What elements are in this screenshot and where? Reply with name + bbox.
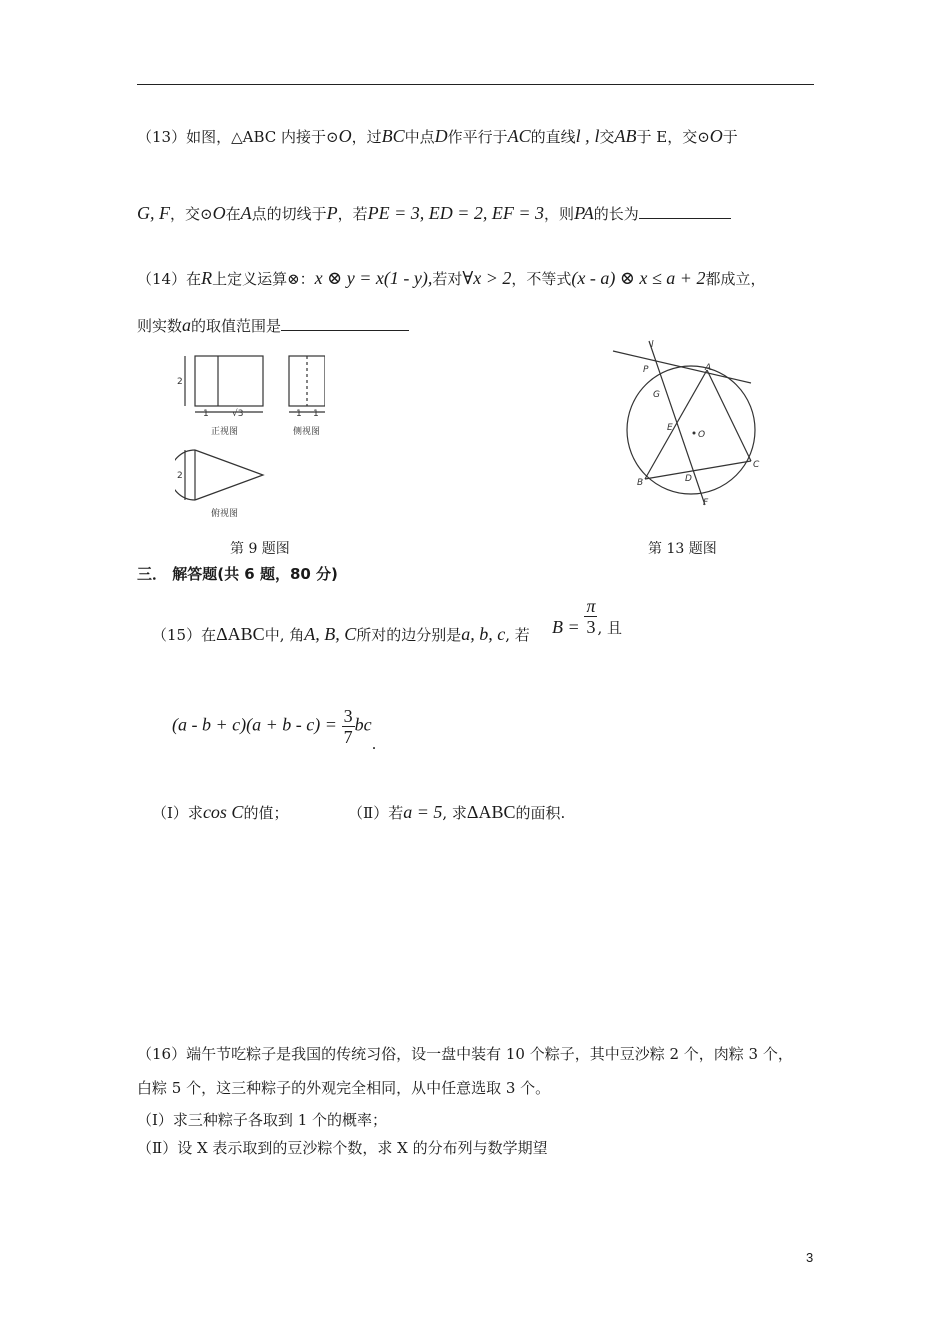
figure-13-circle-diagram <box>605 335 765 515</box>
dim-label: 2 <box>177 377 183 387</box>
q15-text: （15）在 <box>152 626 217 644</box>
dim-label: 1 <box>203 409 209 419</box>
q13-math: PA <box>574 203 594 223</box>
q14-text: 都成立， <box>705 270 766 288</box>
q13-text: 交 <box>599 128 615 146</box>
q14-text: 则实数 <box>137 317 183 335</box>
chord-AC <box>707 370 751 461</box>
question-15-line-1 <box>152 624 530 645</box>
q15-text: 中, 角 <box>264 626 305 644</box>
point-label: A <box>705 363 712 373</box>
q15-math: bc <box>354 714 372 735</box>
top-view-triangle <box>195 450 263 500</box>
chord-AB <box>645 370 707 479</box>
q14-inequality: (x - a) ⊗ x ≤ a + 2 <box>571 268 706 288</box>
question-14-line-2 <box>137 314 409 336</box>
q13-text: 于 <box>722 128 738 146</box>
q13-text: ，则 <box>544 205 575 223</box>
q13-math: D <box>434 126 448 146</box>
q15-part-1: 的值； <box>243 804 289 822</box>
point-label: F <box>703 498 709 508</box>
figure-9-caption: 第 9 题图 <box>230 541 290 557</box>
q15-part-2: （Ⅱ）若 <box>348 804 404 822</box>
q13-math: P <box>326 203 338 223</box>
q14-math: R <box>201 268 213 288</box>
q13-text: 在 <box>225 205 241 223</box>
q13-text: ，交⊙ <box>170 205 213 223</box>
q13-text: 中点 <box>404 128 435 146</box>
q14-text: 的取值范围是 <box>191 317 282 335</box>
q13-math: O <box>709 126 723 146</box>
point-label: B <box>637 478 644 488</box>
q13-math: AB <box>614 126 637 146</box>
q13-math: BC <box>381 126 405 146</box>
tangent-line <box>613 351 751 383</box>
q13-text: ，若 <box>337 205 368 223</box>
point-label: G <box>653 390 660 400</box>
q14-operation: x ⊗ y = x(1 - y), <box>314 268 433 288</box>
figure-9-three-views <box>175 350 325 522</box>
point-label: P <box>643 365 649 375</box>
q13-text: （13）如图，△ABC 内接于⊙ <box>137 128 339 146</box>
q15-text: . <box>371 734 377 753</box>
dim-label: 1 <box>313 409 319 419</box>
question-13-line-1 <box>137 126 738 147</box>
fraction-3-over-7 <box>342 706 355 747</box>
q13-math: O <box>212 203 226 223</box>
q14-math: ∀x > 2 <box>462 268 512 288</box>
fraction-pi-over-3 <box>584 596 597 637</box>
q15-equation <box>172 706 376 756</box>
point-label: E <box>667 423 673 433</box>
q13-math: G, F <box>137 203 170 223</box>
q13-text: 的长为 <box>593 205 639 223</box>
q13-math: AC <box>507 126 531 146</box>
header-rule <box>137 84 814 85</box>
page-number: 3 <box>806 1250 814 1265</box>
q15-math: cos C <box>202 802 244 822</box>
answer-blank <box>639 202 731 219</box>
front-view-label: 正视图 <box>211 427 239 437</box>
q13-math: l , <box>575 126 590 146</box>
fraction-denominator: 7 <box>343 727 353 747</box>
side-view-label: 侧视图 <box>293 427 321 437</box>
question-16-part-1: （Ⅰ）求三种粽子各取到 1 个的概率； <box>137 1111 388 1129</box>
q13-math: l <box>594 126 600 146</box>
q15-equation-lhs: (a - b + c)(a + b - c) = <box>172 714 337 735</box>
dim-label: 2 <box>177 471 183 481</box>
q14-text: 若对 <box>432 270 463 288</box>
dim-label: √3 <box>232 409 244 419</box>
question-13-line-2 <box>137 202 731 224</box>
q14-text: ，不等式 <box>511 270 572 288</box>
q13-text: 的直线 <box>530 128 576 146</box>
q13-text: 作平行于 <box>447 128 508 146</box>
fraction-denominator: 3 <box>586 617 596 637</box>
q15-text: , 若 <box>505 626 530 644</box>
q15-math: ΔABC <box>216 624 265 644</box>
q13-text: 于 E，交⊙ <box>636 128 710 146</box>
question-16-line-1: （16）端午节吃粽子是我国的传统习俗，设一盘中装有 10 个粽子，其中豆沙粽 2 个，肉粽 3 个， <box>137 1045 793 1063</box>
dim-label: 1 <box>296 409 302 419</box>
q15-math: B = <box>552 616 580 637</box>
q15-math: a = 5 <box>403 802 443 822</box>
section-heading: 三． 解答题(共 6 题，80 分) <box>137 565 338 583</box>
front-view-rect <box>195 356 263 406</box>
q15-part-1: （Ⅰ）求 <box>152 804 203 822</box>
fraction-numerator: π <box>586 596 596 616</box>
q14-text: 上定义运算⊗： <box>212 270 315 288</box>
center-dot <box>693 432 696 435</box>
q15-math: A, B, C <box>304 624 357 644</box>
q15-math: ΔABC <box>466 802 516 822</box>
top-view-label: 俯视图 <box>211 509 239 519</box>
q14-text: （14）在 <box>137 270 202 288</box>
question-14-line-1 <box>137 268 765 289</box>
q13-text: ，过 <box>351 128 382 146</box>
question-16-part-2: （Ⅱ）设 X 表示取到的豆沙粽个数，求 X 的分布列与数学期望 <box>137 1139 548 1157</box>
question-16-line-2: 白粽 5 个，这三种粽子的外观完全相同，从中任意选取 3 个。 <box>137 1079 551 1097</box>
point-label: O <box>698 430 706 440</box>
answer-blank <box>281 314 409 331</box>
q15-text: , 且 <box>597 618 623 637</box>
q13-math: O <box>338 126 352 146</box>
q15-part-2: , 求 <box>442 804 467 822</box>
q13-condition: PE = 3, ED = 2, EF = 3 <box>367 203 545 223</box>
q13-text: 点的切线于 <box>251 205 327 223</box>
point-label: D <box>685 474 692 484</box>
q15-condition-B <box>552 596 622 652</box>
point-label: l <box>651 340 654 350</box>
figure-13-caption: 第 13 题图 <box>648 541 717 557</box>
q15-parts <box>152 802 565 823</box>
q15-part-2: 的面积. <box>515 804 566 822</box>
q14-math: a <box>182 315 192 335</box>
fraction-numerator: 3 <box>343 706 353 726</box>
q15-text: 所对的边分别是 <box>356 626 462 644</box>
q13-math: A <box>240 203 252 223</box>
point-label: C <box>753 460 760 470</box>
q15-math: a, b, c <box>461 624 506 644</box>
